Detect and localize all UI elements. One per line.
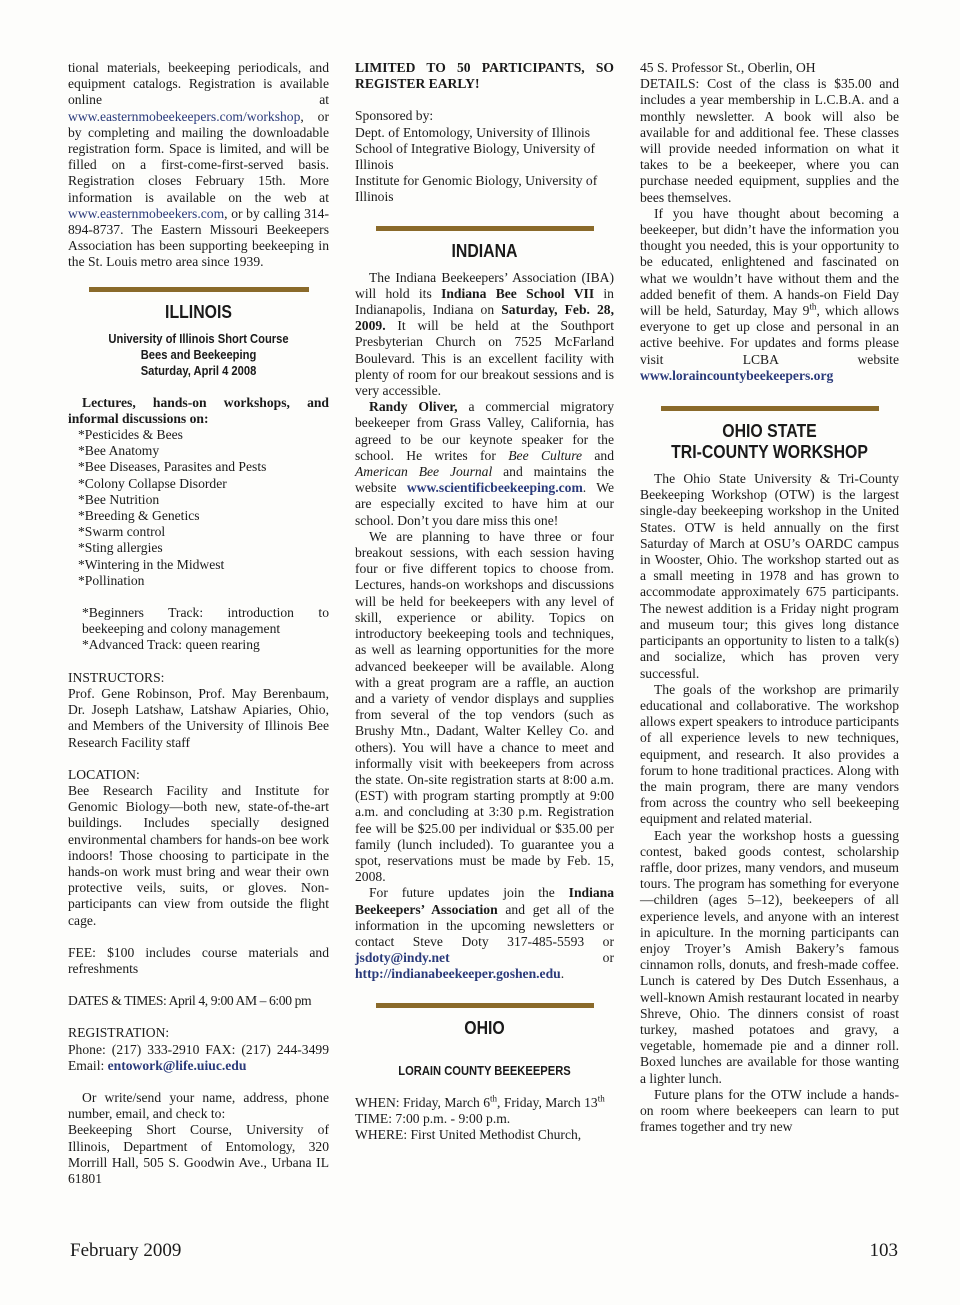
indiana-paragraph: For future updates join the Indiana Beekeepers’ Association and get all of the information in the upcoming newsletters or contact Steve Doty 317-485-5593 or jsdoty@indy.net or http://indianabeekeeper.goshen.edu.	[355, 885, 614, 982]
registration-contact: Phone: (217) 333-2910 FAX: (217) 244-3499 Email: entowork@life.uiuc.edu	[68, 1041, 329, 1073]
when-text: WHEN: Friday, March 6th, Friday, March 13th	[355, 1093, 605, 1110]
illinois-heading: ILLINOIS	[165, 301, 232, 322]
details-text: DETAILS: Cost of the class is $35.00 and includes a year membership in L.C.B.A. and a monthly newsletter. A book will also be available for and additional fee. These classes will provide needed information on what it takes to be a beekeeper, where you can purchase needed equipment, supplies and the bees themselves.	[640, 76, 899, 205]
list-item: *Swarm control	[78, 524, 166, 540]
section-divider	[89, 287, 309, 292]
list-item: *Pollination	[78, 572, 145, 588]
indiana-website-link[interactable]: http://indianabeekeeper.goshen.edu	[355, 966, 561, 982]
sponsor-item: School of Integrative Biology, University of Illinois	[355, 140, 595, 173]
advanced-track: *Advanced Track: queen rearing	[82, 637, 260, 653]
course-title: University of Illinois Short Course	[108, 330, 289, 346]
ohio-state-heading: OHIO STATE	[722, 421, 817, 442]
list-item: *Bee Nutrition	[78, 491, 160, 507]
column-2	[355, 60, 614, 1143]
lcba-website-link[interactable]: www.loraincountybeekeepers.org	[640, 367, 834, 383]
topics-list	[68, 427, 329, 589]
column-3	[640, 60, 899, 1135]
limited-notice: LIMITED TO 50 PARTICIPANTS, SO REGISTER EARLY!	[355, 60, 614, 92]
location-text: Bee Research Facility and Institute for Genomic Biology—both new, state-of-the-art buildings. Includes specially designed environmental chambers for hands-on bee work indoors! Those choosing to participate in the hands-on work must bring and wear their own protective veils, suits, or gloves. Non-participants can view from outside the flight cage.	[68, 782, 329, 928]
course-date: Saturday, April 4 2008	[140, 362, 257, 378]
intro-paragraph: tional materials, beekeeping periodicals, and equipment catalogs. Registration is available online at www.easternmobeekeepers.com/workshop, or by completing and mailing the downloadable registration form. Space is limited, and will be filled on a first-come-first-served basis. Registration closes February 15th. More information is available on the web at www.easternmobeekers.com, or by calling 314-894-8737. The Eastern Missouri Beekeepers Association has been supporting beekeeping in the St. Louis metro area since 1939.	[68, 60, 329, 270]
sponsor-item: Institute for Genomic Biology, University of Illinois	[355, 173, 598, 205]
indiana-paragraph: The Indiana Beekeepers’ Association (IBA) will hold its Indiana Bee School VII in Indianapolis, Indiana on Saturday, Feb. 28, 2009. It will be held at the Southport Presbyterian Church on 7525 McFarland Boulevard. This is an excellent facility with plenty of room for our breakout sessions and is very accessible.	[355, 269, 614, 399]
section-divider	[376, 226, 594, 231]
column-1	[68, 60, 329, 1187]
email-link[interactable]: jsdoty@indy.net	[355, 950, 450, 966]
location-label: LOCATION:	[68, 766, 140, 782]
instructors-text: Prof. Gene Robinson, Prof. May Berenbaum, Dr. Joseph Latshaw, Latshaw Apiaries, Ohio, and Members of the University of Illinois Bee Research Facility staff	[68, 685, 329, 750]
mail-address: Beekeeping Short Course, University of Illinois, Department of Entomology, 320 Morrill Hall, 505 S. Goodwin Ave., Urbana IL 61801	[68, 1122, 329, 1186]
dates-text: DATES & TIMES: April 4, 9:00 AM – 6:00 pm	[68, 993, 312, 1009]
footer-month: February 2009	[70, 1240, 182, 1261]
indiana-paragraph: We are planning to have three or four breakout sessions, with each session having four or five different topics to choose from. Lectures, hands-on workshops and discussions will be held for beekeepers with any level of skill, experience or ability. Topics on introductory beekeeping tools and techniques, as well as learning opportunities for the more advanced beekeeper will be available. Along with a great program are a raffle, an auction and a variety of vendor displays and supplies from several of the top vendors (such as Brushy Mtn., Dadant, Walter Kelley Co. and others). You will have a chance to meet and informally visit with beekeepers from across the state. On-site registration starts at 8:00 a.m. (EST) with program starting promptly at 9:00 a.m. and concluding at 3:30 p.m. Registration fee will be $25.00 per individual or $35.00 per family (lunch included). To guarantee you a spot, reservations must be made by Feb. 15, 2008.	[355, 528, 614, 885]
list-item: *Bee Diseases, Parasites and Pests	[78, 459, 267, 475]
list-item: *Colony Collapse Disorder	[78, 475, 227, 491]
scientific-beekeeping-link[interactable]: www.scientificbeekeeping.com	[406, 480, 583, 496]
list-item: *Breeding & Genetics	[78, 508, 200, 524]
time-text: TIME: 7:00 p.m. - 9:00 p.m.	[355, 1110, 511, 1126]
tri-county-heading: TRI-COUNTY WORKSHOP	[671, 442, 868, 463]
fee-text: FEE: $100 includes course materials and refreshments	[68, 944, 329, 976]
registration-email-link[interactable]: entowork@life.uiuc.edu	[107, 1057, 247, 1073]
list-item: *Sting allergies	[78, 540, 163, 556]
course-subtitle: Bees and Beekeeping	[140, 346, 257, 362]
otw-paragraph: Future plans for the OTW include a hands-on room where beekeepers can learn to put frames together and try new	[640, 1086, 899, 1135]
website-link[interactable]: www.easternmobeekers.com	[68, 205, 225, 221]
list-item: *Pesticides & Bees	[78, 427, 183, 443]
page-number: 103	[869, 1240, 898, 1261]
sponsor-item: Dept. of Entomology, University of Illinois	[355, 124, 591, 140]
where-text: WHERE: First United Methodist Church,	[355, 1126, 582, 1142]
beginners-track: *Beginners Track: introduction to beekeeping and colony management	[82, 605, 329, 637]
lorain-heading: LORAIN COUNTY BEEKEEPERS	[398, 1062, 571, 1078]
topics-intro: Lectures, hands-on workshops, and informal discussions on:	[68, 394, 329, 426]
address-text: 45 S. Professor St., Oberlin, OH	[640, 60, 816, 75]
list-item: *Wintering in the Midwest	[78, 556, 225, 572]
ohio-heading: OHIO	[464, 1017, 505, 1038]
indiana-paragraph: Randy Oliver, a commercial migratory beekeeper from Grass Valley, California, has agreed to be our keynote speaker for the school. He writes for Bee Culture and American Bee Journal and maintains the website www.scientificbeekeeping.com. We are especially excited to have him at our school. Don’t you dare miss this one!	[355, 399, 614, 528]
section-divider	[661, 406, 879, 411]
section-divider	[376, 1003, 594, 1008]
otw-paragraph: Each year the workshop hosts a guessing contest, baked goods contest, scholarship raffle, door prizes, many vendors, and museum tours. The program has something for everyone—children (ages 5–12), beekeepers of all experience levels, and anyone with an interest in apiculture. In the morning participants can enjoy Troyer’s Amish Bakery’s famous cinnamon rolls, donuts, and fresh-made coffee. Lunch is catered by Des Dutch Essenhaus, a well-known Amish restaurant located in nearby Shreve, Ohio. The dinners consist of roast turkey, mashed potatoes and gravy, a vegetable, homemade pie and a dinner roll. Boxed lunches are available for those wanting a lighter lunch.	[640, 827, 899, 1086]
mail-intro: Or write/send your name, address, phone number, email, and check to:	[68, 1089, 329, 1122]
sponsored-label: Sponsored by:	[355, 108, 434, 124]
registration-label: REGISTRATION:	[68, 1025, 170, 1041]
indiana-heading: INDIANA	[451, 240, 518, 261]
field-day-paragraph: If you have thought about becoming a beekeeper, but didn’t have the information you thought you needed, this is your opportunity to be educated, enlightened and fascinated on what we wouldn’t have without them and the added benefit of them. A hands-on Field Day will be held, Saturday, May 9th, which allows everyone to get up close and personal in an active beehive. For updates and forms please visit LCBA website www.loraincountybeekeepers.org	[640, 205, 899, 383]
otw-paragraph: The Ohio State University & Tri-County Beekeeping Workshop (OTW) is the largest single-day beekeeping workshop in the United States. OTW is held annually on the first Saturday of March at OSU’s OARDC campus in Wooster, Ohio. The workshop started out as a small meeting in 1978 and has grown to accommodate approximately 675 participants. The newest addition is a Friday night program and museum tour; this gives long distance participants an opportunity to listen to a talk(s) and socialize, which has proven very successful.	[640, 471, 899, 681]
instructors-label: INSTRUCTORS:	[68, 669, 165, 685]
list-item: *Bee Anatomy	[78, 443, 160, 459]
workshop-link[interactable]: www.easternmobeekeepers.com/workshop	[68, 108, 301, 124]
otw-paragraph: The goals of the workshop are primarily educational and collaborative. The workshop allows expert speakers to introduce participants of all experience levels to new techniques, equipment, and research. It also provides a forum to hone traditional practices. Along with the main program, there are many vendors from across the country who sell beekeeping equipment and related material.	[640, 681, 899, 827]
